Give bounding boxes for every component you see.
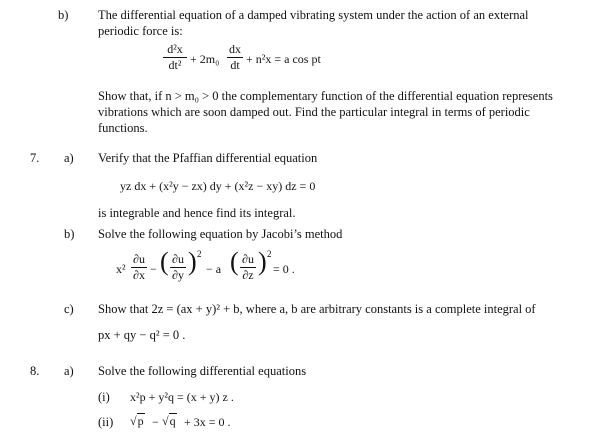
q7b-eq-end: = 0 . xyxy=(273,262,295,276)
sqrt-p-radicand: p xyxy=(137,414,144,428)
q7a-text: Verify that the Pfaffian differential equation xyxy=(98,151,318,165)
frac1-denominator: dt² xyxy=(168,58,182,72)
numerator: ∂u xyxy=(242,252,254,266)
frac2-denominator: dt xyxy=(230,58,240,72)
numerator: ∂u xyxy=(133,252,145,266)
q6b-label: b) xyxy=(58,8,69,22)
q6b-frac1 xyxy=(163,43,187,72)
q7a-label: a) xyxy=(64,151,74,165)
left-paren: ( xyxy=(160,247,169,276)
q6b-frac2 xyxy=(227,43,243,72)
denominator: ∂y xyxy=(172,268,184,282)
sqrt-q: √q xyxy=(162,414,176,428)
q8a-i-equation: x²p + y²q = (x + y) z . xyxy=(130,390,234,404)
denominator: ∂x xyxy=(133,268,145,282)
q6b-eq-tail: + n²x = a cos pt xyxy=(246,52,321,66)
q6b-line2: periodic force is: xyxy=(98,24,183,38)
left-paren: ( xyxy=(230,247,239,276)
q7b-frac-du-dy xyxy=(170,253,186,282)
q8-number: 8. xyxy=(30,364,40,378)
sqrt-p: √p xyxy=(130,414,144,428)
q7b-frac-du-dx xyxy=(131,253,147,282)
exponent-2: 2 xyxy=(197,249,202,259)
q7-number: 7. xyxy=(30,151,40,165)
exponent-2: 2 xyxy=(267,249,272,259)
q6b-eq-mid: + 2m₀ xyxy=(190,52,220,66)
q7b-text: Solve the following equation by Jacobi’s method xyxy=(98,227,343,241)
denominator: ∂z xyxy=(242,268,254,282)
q6b-line1: The differential equation of a damped vibrating system under the action of an external xyxy=(98,8,529,22)
q7b-frac-du-dz xyxy=(240,253,256,282)
q7b-x2: x² xyxy=(116,262,126,276)
q8a-ii-tail: + 3x = 0 . xyxy=(184,415,231,429)
right-paren: ) xyxy=(258,247,267,276)
right-paren: ) xyxy=(188,247,197,276)
q6b-para3: functions. xyxy=(98,121,148,135)
q7c-label: c) xyxy=(64,302,74,316)
q8a-i-label: (i) xyxy=(98,390,110,404)
minus-sign: − xyxy=(152,415,159,429)
frac1-numerator: d²x xyxy=(167,42,183,56)
q7a-equation: yz dx + (x²y − zx) dy + (x²z − xy) dz = 0 xyxy=(120,179,316,193)
frac2-numerator: dx xyxy=(229,42,241,56)
minus-sign: − xyxy=(150,262,157,276)
q8a-label: a) xyxy=(64,364,74,378)
q7b-label: b) xyxy=(64,227,75,241)
q6b-para1: Show that, if n > m₀ > 0 the complementary function of the differential equation represents xyxy=(98,89,553,103)
q7a-text2: is integrable and hence find its integral. xyxy=(98,206,296,220)
sqrt-q-radicand: q xyxy=(169,414,176,428)
q8a-text: Solve the following differential equations xyxy=(98,364,307,378)
q7c-line2: px + qy − q² = 0 . xyxy=(98,328,186,342)
q7c-line1: Show that 2z = (ax + y)² + b, where a, b are arbitrary constants is a complete integral of xyxy=(98,302,536,316)
numerator: ∂u xyxy=(172,252,184,266)
q7b-minus-a: − a xyxy=(206,262,222,276)
q8a-ii-label: (ii) xyxy=(98,415,114,429)
q6b-para2: vibrations which are soon damped out. Find the particular integral in terms of periodic xyxy=(98,105,530,119)
